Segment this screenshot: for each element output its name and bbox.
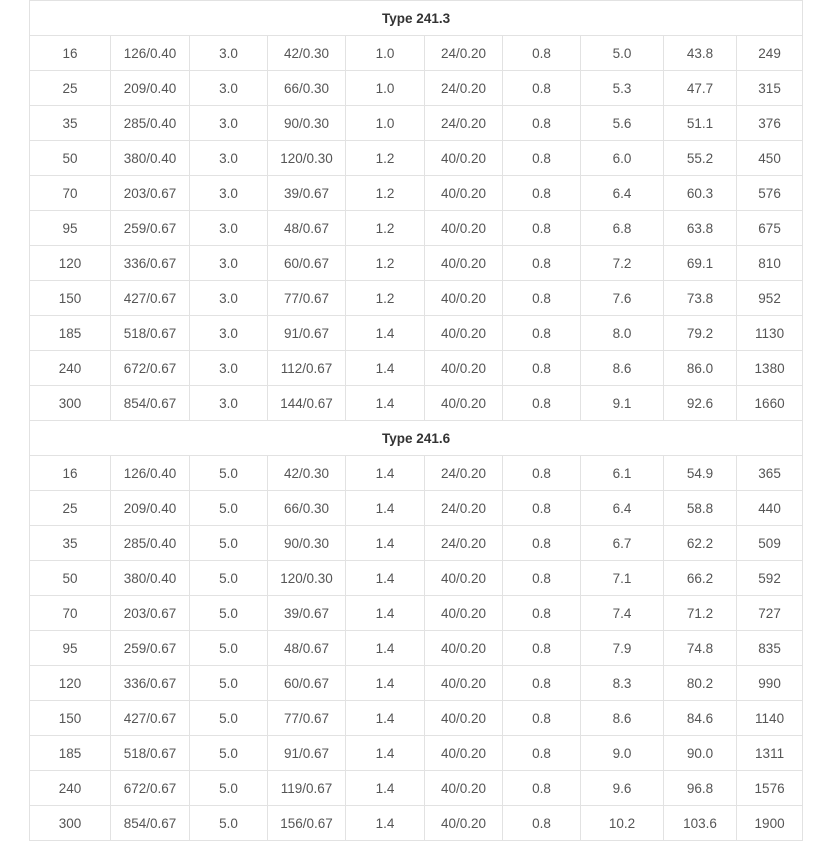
table-cell: 0.8 [503,701,581,736]
table-cell: 112/0.67 [268,351,346,386]
table-cell: 336/0.67 [111,246,190,281]
table-cell: 285/0.40 [111,106,190,141]
table-cell: 0.8 [503,176,581,211]
table-cell: 39/0.67 [268,176,346,211]
table-cell: 810 [737,246,803,281]
table-cell: 1.4 [346,561,425,596]
table-cell: 55.2 [664,141,737,176]
table-cell: 69.1 [664,246,737,281]
table-cell: 40/0.20 [425,141,503,176]
table-cell: 40/0.20 [425,806,503,841]
table-cell: 0.8 [503,561,581,596]
table-cell: 6.4 [581,176,664,211]
table-cell: 86.0 [664,351,737,386]
table-cell: 1311 [737,736,803,771]
table-cell: 7.6 [581,281,664,316]
table-cell: 66/0.30 [268,71,346,106]
table-cell: 60.3 [664,176,737,211]
table-row [30,491,803,526]
table-cell: 440 [737,491,803,526]
table-cell: 54.9 [664,456,737,491]
table-cell: 73.8 [664,281,737,316]
table-cell: 119/0.67 [268,771,346,806]
table-cell: 80.2 [664,666,737,701]
table-row [30,561,803,596]
table-cell: 380/0.40 [111,141,190,176]
table-cell: 3.0 [190,106,268,141]
table-cell: 0.8 [503,316,581,351]
table-cell: 62.2 [664,526,737,561]
table-cell: 3.0 [190,141,268,176]
table-row [30,316,803,351]
table-cell: 0.8 [503,666,581,701]
table-cell: 5.0 [190,561,268,596]
table-cell: 203/0.67 [111,176,190,211]
table-cell: 1.4 [346,736,425,771]
table-cell: 1.2 [346,176,425,211]
table-cell: 48/0.67 [268,631,346,666]
table-cell: 1.4 [346,351,425,386]
table-cell: 1.4 [346,771,425,806]
table-cell: 70 [30,596,111,631]
table-cell: 24/0.20 [425,491,503,526]
table-cell: 5.3 [581,71,664,106]
table-cell: 8.6 [581,701,664,736]
table-cell: 0.8 [503,386,581,421]
table-cell: 6.0 [581,141,664,176]
table-cell: 48/0.67 [268,211,346,246]
table-row [30,596,803,631]
table-row [30,736,803,771]
table-cell: 380/0.40 [111,561,190,596]
table-cell: 518/0.67 [111,736,190,771]
table-cell: 672/0.67 [111,771,190,806]
table-cell: 3.0 [190,316,268,351]
table-cell: 0.8 [503,456,581,491]
table-cell: 285/0.40 [111,526,190,561]
table-cell: 5.0 [190,736,268,771]
table-cell: 1.4 [346,701,425,736]
table-cell: 315 [737,71,803,106]
table-cell: 592 [737,561,803,596]
table-cell: 150 [30,701,111,736]
table-cell: 50 [30,141,111,176]
table-cell: 24/0.20 [425,106,503,141]
table-cell: 0.8 [503,806,581,841]
table-row [30,806,803,841]
table-cell: 1140 [737,701,803,736]
table-cell: 5.0 [190,456,268,491]
table-cell: 156/0.67 [268,806,346,841]
table-row [30,771,803,806]
table-cell: 1.4 [346,631,425,666]
table-cell: 3.0 [190,176,268,211]
table-cell: 854/0.67 [111,386,190,421]
table-cell: 203/0.67 [111,596,190,631]
table-cell: 1900 [737,806,803,841]
table-cell: 5.0 [581,36,664,71]
table-cell: 40/0.20 [425,561,503,596]
table-cell: 51.1 [664,106,737,141]
table-cell: 96.8 [664,771,737,806]
table-row [30,36,803,71]
table-cell: 675 [737,211,803,246]
table-cell: 95 [30,211,111,246]
cable-spec-table [29,0,803,841]
table-row [30,176,803,211]
table-cell: 79.2 [664,316,737,351]
spec-table-container [29,0,802,841]
table-cell: 16 [30,456,111,491]
table-cell: 144/0.67 [268,386,346,421]
table-cell: 90.0 [664,736,737,771]
table-cell: 5.0 [190,526,268,561]
table-cell: 0.8 [503,771,581,806]
table-row [30,141,803,176]
table-cell: 120/0.30 [268,561,346,596]
table-cell: 1.4 [346,491,425,526]
table-cell: 58.8 [664,491,737,526]
table-cell: 0.8 [503,596,581,631]
table-cell: 25 [30,71,111,106]
table-cell: 5.0 [190,701,268,736]
table-cell: 1.4 [346,456,425,491]
table-cell: 126/0.40 [111,456,190,491]
table-cell: 8.3 [581,666,664,701]
table-cell: 90/0.30 [268,106,346,141]
table-row [30,246,803,281]
table-cell: 24/0.20 [425,71,503,106]
table-cell: 576 [737,176,803,211]
table-cell: 35 [30,526,111,561]
table-cell: 5.0 [190,491,268,526]
table-row [30,211,803,246]
table-cell: 1.0 [346,71,425,106]
table-cell: 209/0.40 [111,491,190,526]
table-cell: 40/0.20 [425,771,503,806]
table-cell: 120 [30,666,111,701]
table-cell: 300 [30,806,111,841]
table-cell: 1660 [737,386,803,421]
table-cell: 120 [30,246,111,281]
table-cell: 5.6 [581,106,664,141]
table-cell: 952 [737,281,803,316]
table-cell: 40/0.20 [425,176,503,211]
table-cell: 150 [30,281,111,316]
table-cell: 209/0.40 [111,71,190,106]
table-cell: 7.1 [581,561,664,596]
table-cell: 185 [30,316,111,351]
table-cell: 6.8 [581,211,664,246]
table-cell: 427/0.67 [111,701,190,736]
table-cell: 1.4 [346,386,425,421]
table-cell: 95 [30,631,111,666]
table-cell: 0.8 [503,141,581,176]
table-cell: 9.6 [581,771,664,806]
table-cell: 39/0.67 [268,596,346,631]
table-cell: 3.0 [190,71,268,106]
table-cell: 3.0 [190,211,268,246]
table-cell: 854/0.67 [111,806,190,841]
table-cell: 7.2 [581,246,664,281]
table-cell: 0.8 [503,351,581,386]
table-cell: 5.0 [190,771,268,806]
table-cell: 77/0.67 [268,701,346,736]
table-cell: 40/0.20 [425,666,503,701]
table-cell: 259/0.67 [111,631,190,666]
table-row [30,701,803,736]
section-title: Type 241.3 [30,1,803,36]
table-row [30,666,803,701]
table-cell: 0.8 [503,211,581,246]
table-cell: 6.7 [581,526,664,561]
table-cell: 5.0 [190,631,268,666]
table-row [30,456,803,491]
table-cell: 71.2 [664,596,737,631]
section-title: Type 241.6 [30,421,803,456]
table-cell: 3.0 [190,351,268,386]
table-cell: 727 [737,596,803,631]
table-cell: 40/0.20 [425,701,503,736]
table-cell: 0.8 [503,281,581,316]
table-cell: 40/0.20 [425,281,503,316]
table-cell: 103.6 [664,806,737,841]
table-cell: 990 [737,666,803,701]
table-cell: 1.4 [346,806,425,841]
table-cell: 63.8 [664,211,737,246]
table-cell: 40/0.20 [425,596,503,631]
table-cell: 126/0.40 [111,36,190,71]
table-cell: 1.2 [346,141,425,176]
table-cell: 7.9 [581,631,664,666]
table-cell: 1380 [737,351,803,386]
table-cell: 24/0.20 [425,456,503,491]
table-cell: 1.0 [346,36,425,71]
table-cell: 120/0.30 [268,141,346,176]
table-cell: 9.0 [581,736,664,771]
table-cell: 1576 [737,771,803,806]
table-cell: 60/0.67 [268,246,346,281]
table-cell: 1.4 [346,526,425,561]
table-cell: 6.1 [581,456,664,491]
table-cell: 91/0.67 [268,736,346,771]
table-cell: 3.0 [190,281,268,316]
table-cell: 40/0.20 [425,316,503,351]
table-cell: 3.0 [190,246,268,281]
table-cell: 3.0 [190,386,268,421]
table-cell: 249 [737,36,803,71]
table-cell: 8.6 [581,351,664,386]
table-cell: 40/0.20 [425,211,503,246]
table-cell: 1.0 [346,106,425,141]
table-row [30,351,803,386]
table-cell: 90/0.30 [268,526,346,561]
table-cell: 240 [30,771,111,806]
table-cell: 427/0.67 [111,281,190,316]
table-cell: 40/0.20 [425,631,503,666]
table-cell: 0.8 [503,736,581,771]
table-cell: 0.8 [503,106,581,141]
table-cell: 16 [30,36,111,71]
table-cell: 35 [30,106,111,141]
table-row [30,106,803,141]
table-cell: 0.8 [503,71,581,106]
section-header-row [30,1,803,36]
table-cell: 185 [30,736,111,771]
table-cell: 672/0.67 [111,351,190,386]
table-cell: 1.4 [346,596,425,631]
table-cell: 1.4 [346,666,425,701]
table-cell: 365 [737,456,803,491]
table-cell: 40/0.20 [425,736,503,771]
table-cell: 40/0.20 [425,246,503,281]
table-body [30,1,803,841]
table-cell: 1.4 [346,316,425,351]
table-cell: 0.8 [503,526,581,561]
table-cell: 240 [30,351,111,386]
table-cell: 50 [30,561,111,596]
table-cell: 509 [737,526,803,561]
table-cell: 1.2 [346,281,425,316]
table-cell: 835 [737,631,803,666]
table-cell: 24/0.20 [425,526,503,561]
table-cell: 5.0 [190,666,268,701]
table-cell: 25 [30,491,111,526]
table-cell: 5.0 [190,596,268,631]
table-cell: 5.0 [190,806,268,841]
table-cell: 42/0.30 [268,456,346,491]
table-row [30,386,803,421]
table-cell: 300 [30,386,111,421]
table-cell: 1.2 [346,246,425,281]
table-cell: 43.8 [664,36,737,71]
table-cell: 91/0.67 [268,316,346,351]
table-cell: 3.0 [190,36,268,71]
table-cell: 336/0.67 [111,666,190,701]
table-cell: 47.7 [664,71,737,106]
table-cell: 0.8 [503,36,581,71]
table-cell: 24/0.20 [425,36,503,71]
table-cell: 92.6 [664,386,737,421]
table-cell: 9.1 [581,386,664,421]
table-cell: 10.2 [581,806,664,841]
table-cell: 42/0.30 [268,36,346,71]
table-row [30,71,803,106]
table-cell: 0.8 [503,491,581,526]
table-cell: 259/0.67 [111,211,190,246]
table-cell: 70 [30,176,111,211]
table-cell: 74.8 [664,631,737,666]
table-row [30,631,803,666]
table-cell: 7.4 [581,596,664,631]
table-cell: 1.2 [346,211,425,246]
table-row [30,526,803,561]
table-cell: 40/0.20 [425,351,503,386]
table-cell: 6.4 [581,491,664,526]
table-cell: 84.6 [664,701,737,736]
table-row [30,281,803,316]
table-cell: 66.2 [664,561,737,596]
table-cell: 77/0.67 [268,281,346,316]
table-cell: 66/0.30 [268,491,346,526]
table-cell: 40/0.20 [425,386,503,421]
table-cell: 1130 [737,316,803,351]
table-cell: 8.0 [581,316,664,351]
section-header-row [30,421,803,456]
table-cell: 376 [737,106,803,141]
table-cell: 518/0.67 [111,316,190,351]
table-cell: 0.8 [503,631,581,666]
table-cell: 450 [737,141,803,176]
table-cell: 0.8 [503,246,581,281]
table-cell: 60/0.67 [268,666,346,701]
